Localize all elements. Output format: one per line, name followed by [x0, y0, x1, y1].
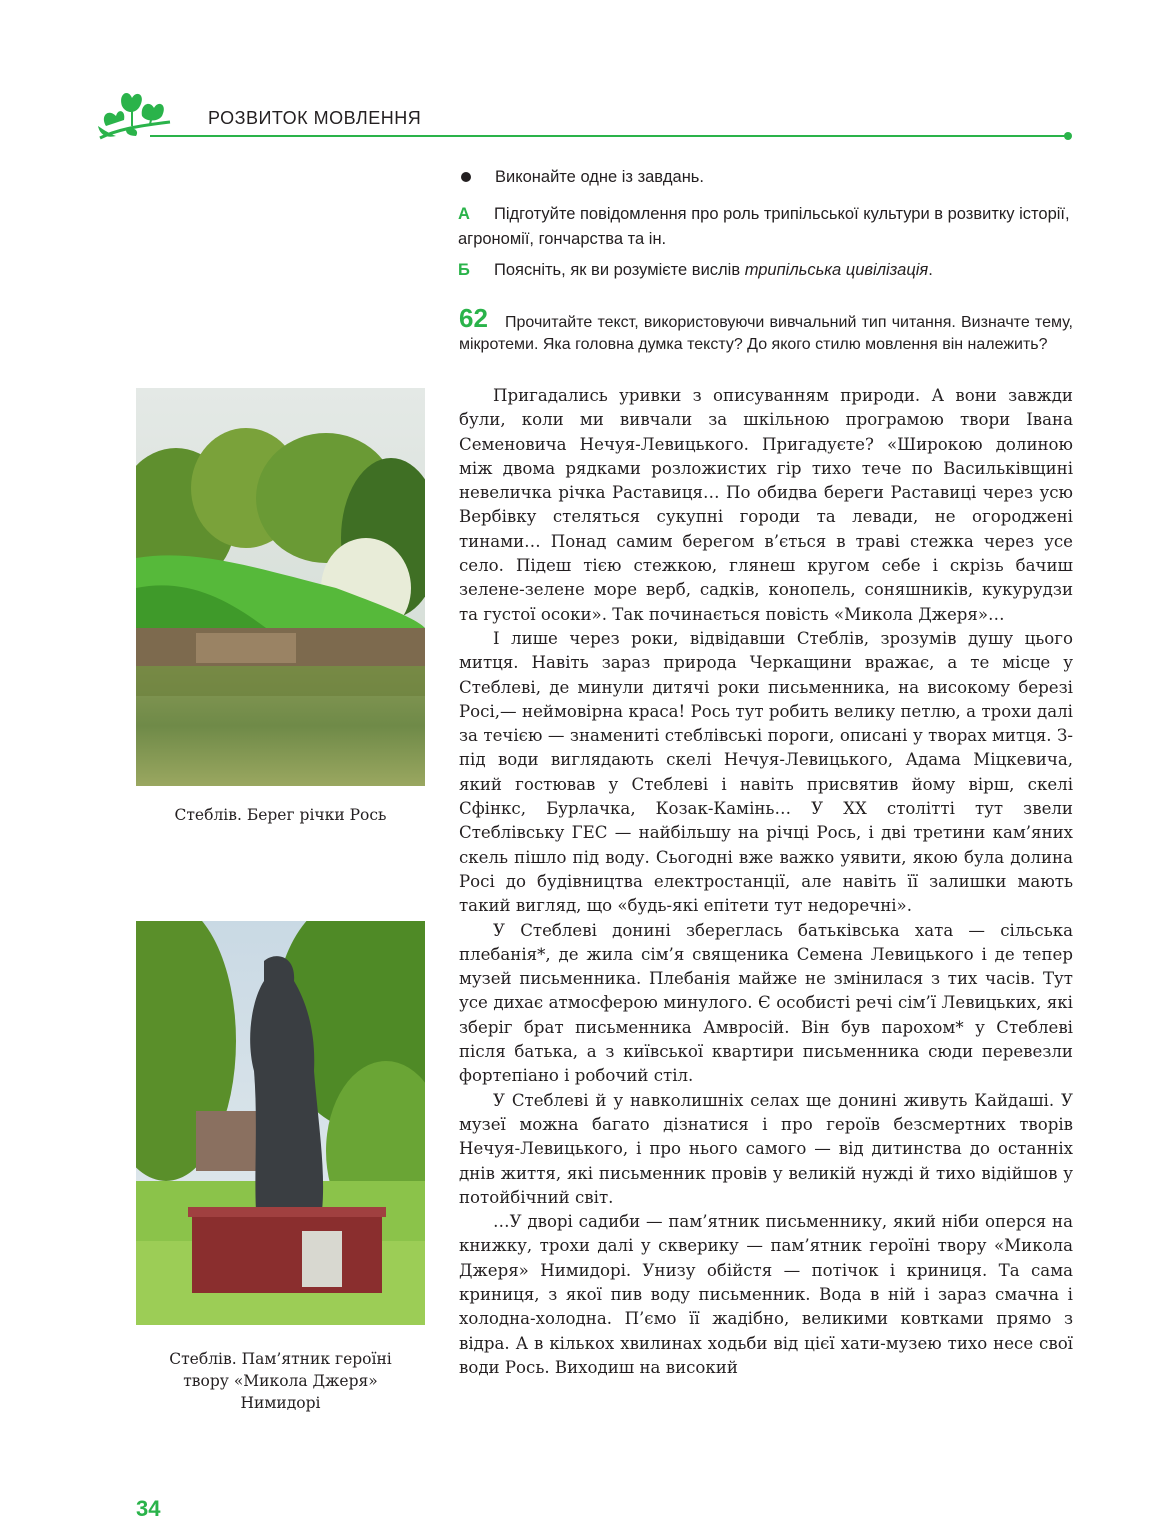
task-b-italic: трипільська цивілізація — [744, 261, 929, 279]
photo-river-ros — [136, 388, 425, 786]
photo-caption-monument — [136, 1348, 425, 1414]
caption-line: твору «Микола Джеря» — [183, 1372, 378, 1390]
task-a-letter: А — [458, 205, 470, 223]
section-title: РОЗВИТОК МОВЛЕННЯ — [208, 108, 422, 128]
page-number: 34 — [136, 1496, 161, 1521]
paragraph: І лише через роки, відвідавши Стеблів, зрозумів душу цього митця. Навіть зараз природа Черкащини вражає, а те місце у Стеблеві, де минули дитячі роки письменника, на високому березі Росі,— неймовірна краса! Рось тут робить велику петлю, а трохи далі за течією — знамениті стеблівські пороги, описані у творах митця. З-під води виглядають скелі Нечуя-Левицького, Адама Міцкевича, який гостював у Стеблеві і навіть присвятив йому вірш, скелі Сфінкс, Бурлачка, Козак-Камінь… У XX столітті тут звели Стеблівську ГЕС — найбільшу на річці Рось, і дві третини кам’яних скель пішло під воду. Сьогодні вже важко уявити, якою була долина Росі до будівництва електростанції, але навіть її залишки мають такий вигляд, що «будь-які епітети тут недоречні». — [459, 628, 1073, 916]
paragraph: У Стеблеві й у навколишніх селах ще донині живуть Кайдаші. У музеї можна багато дізнатися і про героїв безсмертних творів Нечуя-Левицького, і про нього самого — від дитинства до останніх днів життя, які письменник провів у великій нужді й тихо відійшов у потойбічний світ. — [459, 1090, 1073, 1207]
exercise-number: 62 — [459, 303, 488, 333]
header-divider-dot — [1064, 132, 1072, 140]
caption-line: Стеблів. Пам’ятник героїні — [169, 1350, 392, 1368]
task-b-text: Поясніть, як ви розумієте вислів — [494, 261, 745, 279]
article-text — [459, 384, 1073, 1380]
page-header — [0, 0, 1162, 150]
photo-monument-nymydora — [136, 921, 425, 1325]
task-a-text: Підготуйте повідомлення про роль трипільської культури в розвитку історії, агрономії, гончарства та ін. — [458, 205, 1070, 248]
exercise-instruction: Прочитайте текст, використовуючи вивчальний тип читання. Визначте тему, мікротеми. Яка головна думка тексту? До якого стилю мовлення він належить? — [459, 314, 1073, 353]
task-b — [458, 258, 1072, 283]
task-b-letter: Б — [458, 261, 470, 279]
paragraph: Пригадались уривки з описуванням природи. А вони завжди були, коли ми вивчали за шкільною програмою твори Івана Семеновича Нечуя-Левицького. Пригадуєте? «Широкою долиною між двома рядками розложистих гір тихо тече по Васильківщині невеличка річка Раставиця… По обидва береги Раставиці через усю Вербівку стеляться сукупні городи та левади, не огороджені тинами… Понад самим берегом в’ється в траві стежка через усе село. Підеш тією стежкою, глянеш кругом себе і скрізь бачиш зелене-зелене море верб, садків, конопель, соняшників, кукурудзи та густої осоки». Так починається повість «Микола Джеря»… — [459, 386, 1073, 624]
paragraph: …У дворі садиби — пам’ятник письменнику, який ніби оперся на книжку, трохи далі у скверику — пам’ятник героїні твору «Микола Джеря» Нимидорі. Унизу обійстя — потічок і криниця. Та сама криниця, з якої пив воду письменник. Вода в ній і зараз смачна і холодна-холодна. П’ємо її жадібно, великими ковтками прямо з відра. А в кількох хвилинах ходьби від цієї хати-музею тихо несе свої води Рось. Виходиш на високий — [459, 1212, 1073, 1377]
caption-line: Нимидорі — [240, 1394, 321, 1412]
header-divider — [150, 135, 1066, 137]
task-b-end: . — [928, 261, 933, 279]
photo-caption: Стеблів. Берег річки Рось — [174, 806, 387, 824]
task-a — [458, 202, 1072, 252]
paragraph: У Стеблеві донині збереглась батьківська хата — сільська плебанія*, де жила сім’я священика Семена Левицького і де тепер музей письменника. Плебанія майже не змінилася з тих часів. Тут усе дихає атмосферою минулого. Є особисті речі сім’ї Левицьких, які зберіг брат письменника Амвросій. Він був парохом* у Стеблеві після батька, а з київської квартири письменника сюди перевезли фортепіано і робочий стіл. — [459, 920, 1073, 1086]
task-intro: Виконайте одне із завдань. — [495, 168, 704, 186]
bullet-icon — [461, 172, 471, 182]
